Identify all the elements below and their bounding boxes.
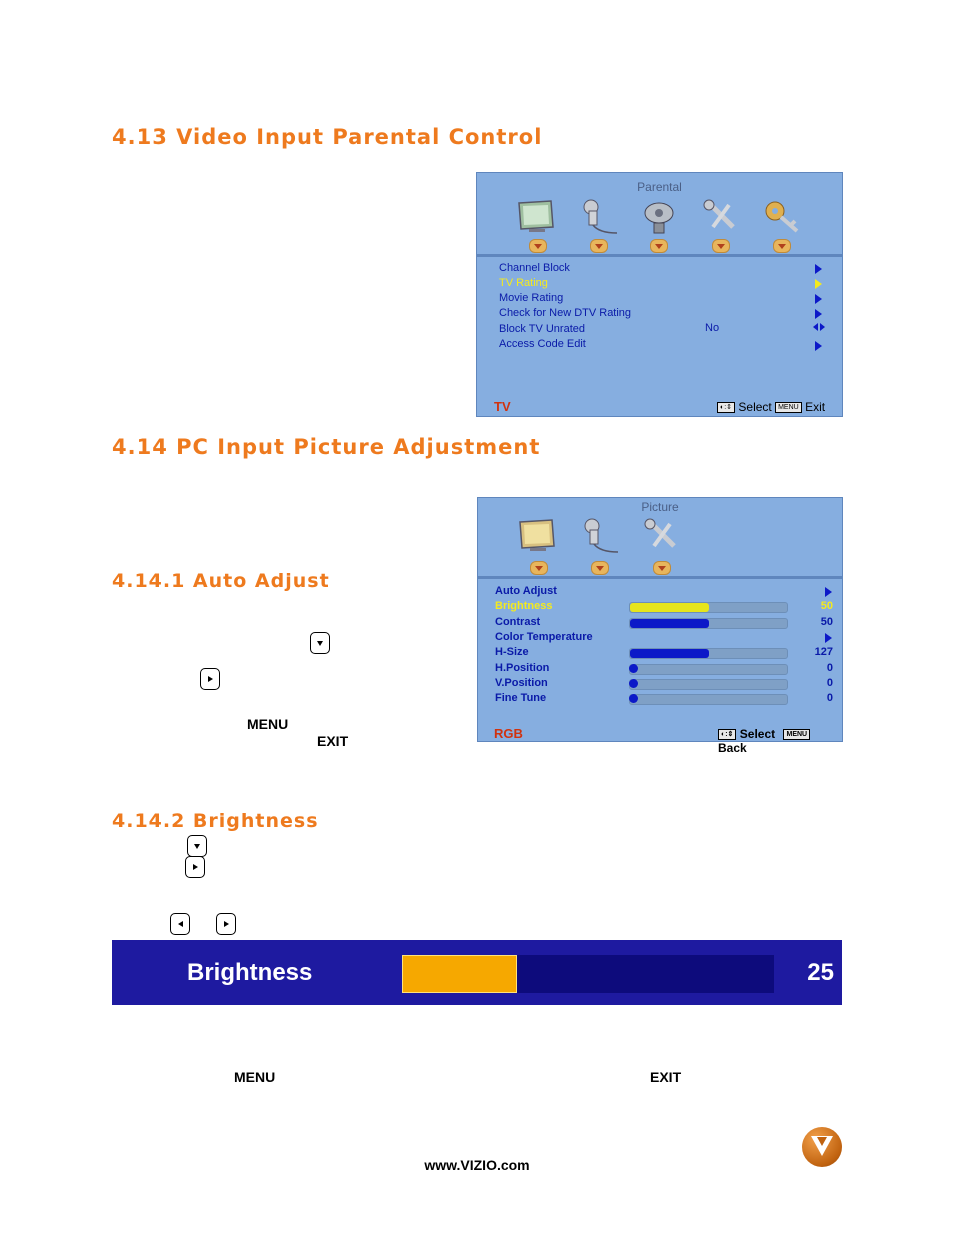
lock-key-icon	[761, 197, 805, 237]
menu-key-label: MENU	[247, 716, 289, 732]
vizio-logo-icon	[802, 1127, 842, 1167]
section-heading-4-14: 4.14 PC Input Picture Adjustment	[112, 435, 541, 459]
menu-key-icon: MENU	[775, 402, 802, 413]
submenu-arrow-icon	[815, 279, 822, 289]
tab-parental[interactable]	[650, 239, 668, 253]
setup-wrench-icon	[699, 197, 743, 237]
setting-slider-track[interactable]	[629, 618, 788, 629]
picture-menu-screenshot	[477, 497, 843, 755]
menu-item-block-tv-unrated[interactable]: Block TV Unrated	[499, 323, 586, 335]
setting-slider-track[interactable]	[629, 602, 788, 613]
setting-slider-track[interactable]	[629, 664, 788, 675]
menu-item-brightness[interactable]: Brightness	[495, 600, 553, 613]
input-source-label: TV	[494, 399, 511, 414]
picture-menu-title: Picture	[641, 500, 679, 514]
menu-item-value: No	[705, 322, 720, 334]
tab-audio[interactable]	[590, 239, 608, 253]
menu-item-fine-tune[interactable]: Fine Tune	[495, 692, 547, 705]
audio-speaker-icon	[578, 516, 622, 556]
right-button-icon	[185, 856, 205, 878]
menu-key-icon: MENU	[783, 729, 810, 740]
menu-item-tv-rating[interactable]: TV Rating	[499, 277, 548, 289]
setting-slider-knob	[629, 679, 638, 688]
exit-key-label: EXIT	[317, 733, 349, 749]
menu-item-auto-adjust[interactable]: Auto Adjust	[495, 585, 557, 597]
section-heading-4-14-2: 4.14.2 Brightness	[112, 810, 319, 832]
tab-setup[interactable]	[712, 239, 730, 253]
menu-item-h-position[interactable]: H.Position	[495, 661, 550, 674]
submenu-arrow-icon	[825, 633, 832, 643]
menu-item-color-temperature[interactable]: Color Temperature	[495, 630, 593, 643]
audio-speaker-icon	[577, 197, 621, 237]
parental-menu-title: Parental	[637, 180, 682, 194]
setting-slider-fill	[630, 619, 709, 628]
section-heading-4-13: 4.13 Video Input Parental Control	[112, 125, 543, 149]
tab-picture[interactable]	[530, 561, 548, 575]
navigate-keys-icon: ◐:⇕	[718, 729, 736, 740]
down-button-icon	[310, 632, 330, 654]
brightness-slider-track[interactable]	[402, 955, 774, 993]
menu-item-v-position[interactable]: V.Position	[495, 676, 548, 689]
brightness-adjust-banner	[112, 940, 842, 1005]
menu-item-channel-block[interactable]: Channel Block	[499, 262, 570, 274]
menu-item-check-dtv-rating[interactable]: Check for New DTV Rating	[499, 307, 632, 319]
setting-value: 50	[820, 615, 833, 628]
tv-picture-icon	[515, 197, 559, 237]
tab-audio[interactable]	[591, 561, 609, 575]
submenu-arrow-icon	[825, 587, 832, 597]
footer-url[interactable]: www.VIZIO.com	[424, 1157, 530, 1173]
left-button-icon	[170, 913, 190, 935]
menu-item-access-code-edit[interactable]: Access Code Edit	[499, 338, 586, 350]
menu-divider	[478, 576, 842, 579]
setting-value: 50	[820, 600, 833, 613]
setting-value: 0	[826, 692, 833, 705]
input-source-label: RGB	[494, 726, 523, 741]
brightness-slider-fill	[402, 955, 517, 993]
menu-item-h-size[interactable]: H-Size	[495, 646, 529, 659]
exit-hint: Exit	[805, 400, 826, 414]
setting-slider-track[interactable]	[629, 694, 788, 705]
menu-help-bar	[717, 400, 825, 414]
submenu-arrow-icon	[815, 309, 822, 319]
tab-lock[interactable]	[773, 239, 791, 253]
left-right-arrow-icon	[813, 323, 825, 331]
setting-value: 0	[826, 661, 833, 674]
setting-slider-track[interactable]	[629, 648, 788, 659]
setting-value: 0	[826, 676, 833, 689]
navigate-keys-icon: ◐:⇕	[717, 402, 735, 413]
submenu-arrow-icon	[815, 341, 822, 351]
menu-key-label: MENU	[234, 1069, 276, 1085]
parental-satellite-icon	[637, 197, 681, 237]
setting-slider-fill	[630, 649, 709, 658]
select-hint: Select	[739, 727, 776, 741]
menu-item-movie-rating[interactable]: Movie Rating	[499, 292, 564, 304]
setting-slider-knob	[629, 694, 638, 703]
menu-help-bar	[718, 727, 842, 755]
setting-slider-fill	[630, 603, 709, 612]
tab-setup[interactable]	[653, 561, 671, 575]
parental-menu-screenshot	[476, 172, 843, 417]
section-heading-4-14-1: 4.14.1 Auto Adjust	[112, 570, 330, 592]
back-hint: Back	[718, 741, 747, 755]
down-button-icon	[187, 835, 207, 857]
setting-value: 127	[814, 646, 833, 659]
setting-slider-track[interactable]	[629, 679, 788, 690]
exit-key-label: EXIT	[650, 1069, 682, 1085]
setup-wrench-icon	[640, 516, 684, 556]
brightness-banner-value: 25	[807, 959, 834, 986]
menu-item-contrast[interactable]: Contrast	[495, 615, 541, 628]
submenu-arrow-icon	[815, 264, 822, 274]
right-button-icon	[200, 668, 220, 690]
menu-divider	[477, 254, 842, 257]
tab-picture[interactable]	[529, 239, 547, 253]
right-button-icon	[216, 913, 236, 935]
submenu-arrow-icon	[815, 294, 822, 304]
tv-picture-icon	[516, 516, 560, 556]
brightness-banner-label: Brightness	[187, 959, 313, 986]
setting-slider-knob	[629, 664, 638, 673]
select-hint: Select	[738, 400, 772, 414]
